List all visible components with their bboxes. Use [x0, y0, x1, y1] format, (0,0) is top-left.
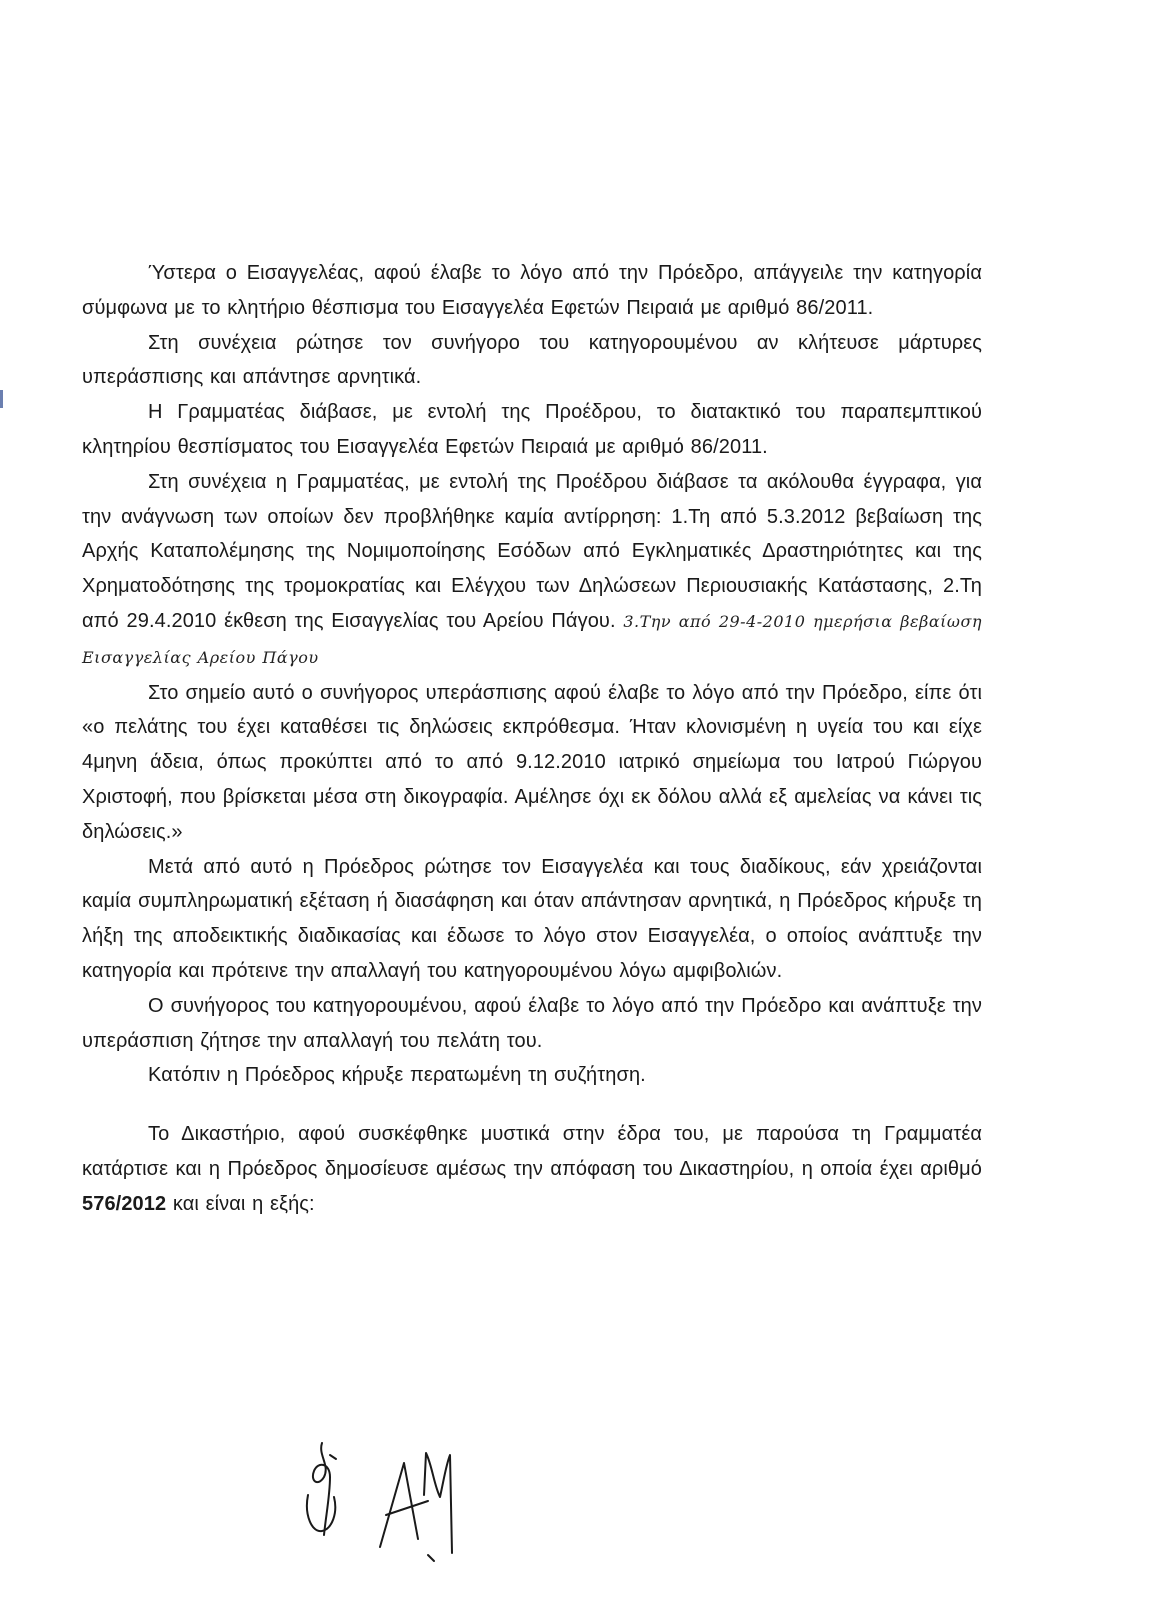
paragraph-hearing-closed: Κατόπιν η Πρόεδρος κήρυξε περατωμένη τη συζήτηση. [148, 1064, 646, 1087]
paragraph-defense-witnesses: Στη συνέχεια ρώτησε τον συνήγορο του κατηγορουμένου αν κλήτευσε μάρτυρες υπεράσπισης και απάντησε αρνητικά. [82, 331, 982, 389]
signature-left [307, 1443, 336, 1535]
paragraph-clerk-reading: Η Γραμματέας διάβασε, με εντολή της Προέδρου, το διατακτικό του παραπεμπτικού κλητηρίου θεσπίσματος του Εισαγγελέα Εφετών Πειραιά με αριθμό 86/2011. [82, 401, 982, 458]
signature-right [380, 1453, 452, 1561]
paragraph-defense-closing: Ο συνήγορος του κατηγορουμένου, αφού έλαβε το λόγο από την Πρόεδρο και ανάπτυξε την υπεράσπιση ζήτησε την απαλλαγή του πελάτη του. [82, 994, 982, 1052]
signatures [300, 1435, 500, 1565]
paragraph-decision [82, 1117, 982, 1221]
paragraph-gap [82, 1093, 982, 1117]
documents-read-text: Στη συνέχεια η Γραμματέας, με εντολή της Προέδρου διάβασε τα ακόλουθα έγγραφα, για την ανάγνωση των οποίων δεν προβλήθηκε καμία αντίρρηση: 1.Τη από 5.3.2012 βεβαίωση της Αρχής Καταπολέμησης της Νομιμοποίησης Εσόδων από Εγκληματικές Δραστηριότητες και της Χρηματοδότησης της τρομοκρατίας και Ελέγχου των Δηλώσεων Περιουσιακής Κατάστασης, 2.Τη από 29.4.2010 έκθεση της Εισαγγελίας του Αρείου Πάγου. [82, 470, 982, 632]
paragraph-closing-evidence: Μετά από αυτό η Πρόεδρος ρώτησε τον Εισαγγελέα και τους διαδίκους, εάν χρειάζονται καμία συμπληρωματική εξέταση ή διασάφηση και όταν απάντησαν αρνητικά, η Πρόεδρος κήρυξε τη λήξη της αποδεικτικής διαδικασίας και έδωσε το λόγο στον Εισαγγελέα, ο οποίος ανάπτυξε την κατηγορία και πρότεινε την απαλλαγή του κατηγορουμένου λόγω αμφιβολιών. [82, 855, 982, 982]
paragraph-defense-statement: Στο σημείο αυτό ο συνήγορος υπεράσπισης αφού έλαβε το λόγο από την Πρόεδρο, είπε ότι «ο πελάτης του έχει καταθέσει τις δηλώσεις εκπρόθεσμα. Ήταν κλονισμένη η υγεία του και είχε 4μηνη άδεια, όπως προκύπτει από το από 9.12.2010 ιατρικό σημείωμα του Ιατρού Γιώργου Χριστοφή, που βρίσκεται μέσα στη δικογραφία. Αμέλησε όχι εκ δόλου αλλά εξ αμελείας να κάνει τις δηλώσεις.» [82, 681, 982, 843]
scan-edge-mark [0, 390, 3, 408]
document-body [82, 256, 982, 1222]
decision-text-before: Το Δικαστήριο, αφού συσκέφθηκε μυστικά στην έδρα του, με παρούσα τη Γραμματέα κατάρτισε και η Πρόεδρος δημοσίευσε αμέσως την απόφαση του Δικαστηρίου, η οποία έχει αριθμό [82, 1123, 982, 1180]
paragraph-indictment: Ύστερα ο Εισαγγελέας, αφού έλαβε το λόγο από την Πρόεδρο, απάγγειλε την κατηγορία σύμφωνα με το κλητήριο θέσπισμα του Εισαγγελέα Εφετών Πειραιά με αριθμό 86/2011. [82, 262, 982, 319]
paragraph-documents-read [82, 465, 982, 676]
decision-text-after: και είναι η εξής: [166, 1192, 315, 1215]
decision-number: 576/2012 [82, 1192, 167, 1215]
handwritten-addition: 3.Την από 29-4-2010 ημερήσια βεβαίωση Εισαγγελίας Αρείου Πάγου [82, 611, 982, 667]
